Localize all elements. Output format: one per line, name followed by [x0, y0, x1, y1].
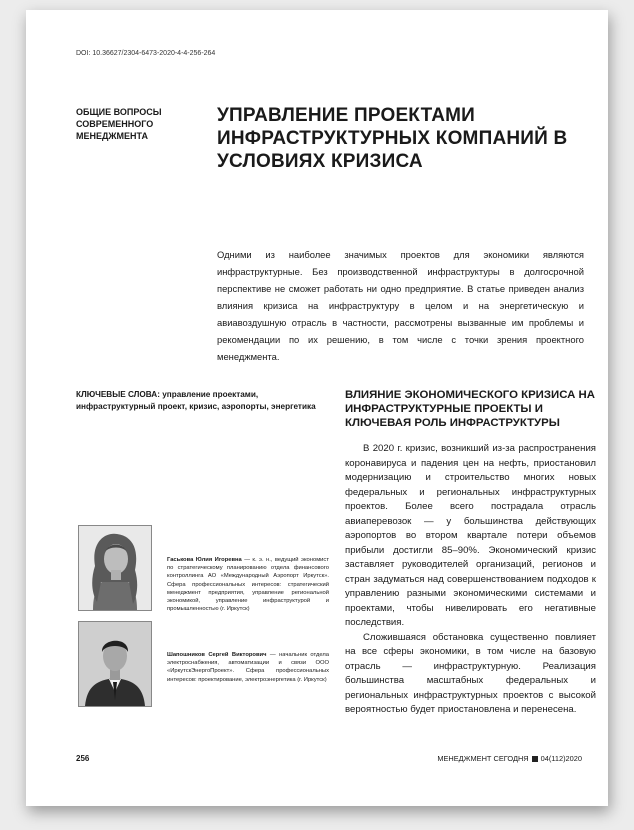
- doi: DOI: 10.36627/2304-6473-2020-4-4-256-264: [76, 50, 216, 57]
- author-2-name: Шапошников Сергей Викторович: [167, 652, 267, 658]
- author-1-bio: — к. э. н., ведущий экономист по стратегическому планированию отдела финансового контроллинга АО «Международный Аэропорт Иркутск». Сфера профессиональных интересов: стратегический менеджмент предприятия, управление региональной экономикой, управление инфраструктурой и промышленностью (г. Иркутск): [167, 557, 329, 613]
- author-2: [167, 651, 329, 684]
- paper-page: [26, 10, 608, 806]
- keywords: [76, 389, 321, 413]
- author-photo-2: [78, 621, 152, 707]
- keywords-text: управление проектами, инфраструктурный проект, кризис, аэропорты, энергетика: [76, 390, 316, 411]
- author-1: [167, 556, 329, 613]
- author-2-bio: — начальник отдела электроснабжения, автоматизации и связи ООО «ИркутскЭнергоПроект». Сфера профессиональных интересов: проектирование, электроэнергетика (г. Иркутск): [167, 652, 329, 683]
- body-text: [345, 442, 596, 718]
- portrait-man-icon: [79, 622, 151, 706]
- abstract: Одними из наиболее значимых проектов для экономики являются инфраструктурные. Без производственной инфраструктуры в долгосрочной перспективе не сможет работать ни одно предприятие. В статье приведен анализ влияния кризиса на инфраструктуру в целом и на энергетическую и авиавоздушную отрасль в частности, рассмотрены вызванные им проблемы и рекомендации по их решению, в том числе с точки зрения проектного менеджмента.: [217, 249, 584, 362]
- journal-footer: [437, 754, 582, 763]
- article-title: УПРАВЛЕНИЕ ПРОЕКТАМИ ИНФРАСТРУКТУРНЫХ КОМПАНИЙ В УСЛОВИЯХ КРИЗИСА: [217, 105, 568, 172]
- portrait-woman-icon: [79, 526, 151, 610]
- journal-name: МЕНЕДЖМЕНТ СЕГОДНЯ: [437, 754, 529, 763]
- author-1-name: Гаськова Юлия Игоревна: [167, 557, 242, 563]
- page-number: 256: [76, 754, 90, 763]
- paragraph-1: В 2020 г. кризис, возникший из-за распространения коронавируса и падения цен на нефть, приостановил модернизацию и строительство многих новых федеральных и региональных инфраструктурных проектов. Более всего пострадала отрасль авиаперевозок — у большинства действующих аэропортов во втором квартале потери объемов прибыли достигли 85–90%. Экономический кризис заставляет руководителей организаций, регионов и стран задуматься над совершенствованием подходов к управлению разными экономическими системами и проектами, чтобы нивелировать его негативные последствия.: [345, 443, 596, 628]
- author-photo-1: [78, 525, 152, 611]
- section-heading: ВЛИЯНИЕ ЭКОНОМИЧЕСКОГО КРИЗИСА НА ИНФРАСТРУКТУРНЫЕ ПРОЕКТЫ И КЛЮЧЕВАЯ РОЛЬ ИНФРАСТРУКТУРЫ: [345, 389, 595, 429]
- journal-issue: 04(112)2020: [540, 754, 582, 763]
- section-label: ОБЩИЕ ВОПРОСЫ СОВРЕМЕННОГО МЕНЕДЖМЕНТА: [76, 107, 162, 141]
- keywords-label: КЛЮЧЕВЫЕ СЛОВА:: [76, 390, 160, 399]
- square-separator-icon: [532, 756, 538, 762]
- paragraph-2: Сложившаяся обстановка существенно повлияет на все сферы экономики, в том числе на базовую отрасль — инфраструктурную. Реализация большинства масштабных федеральных и региональных инфраструктурных проектов с высокой вероятностью будет приостановлена и перенесена.: [345, 631, 596, 715]
